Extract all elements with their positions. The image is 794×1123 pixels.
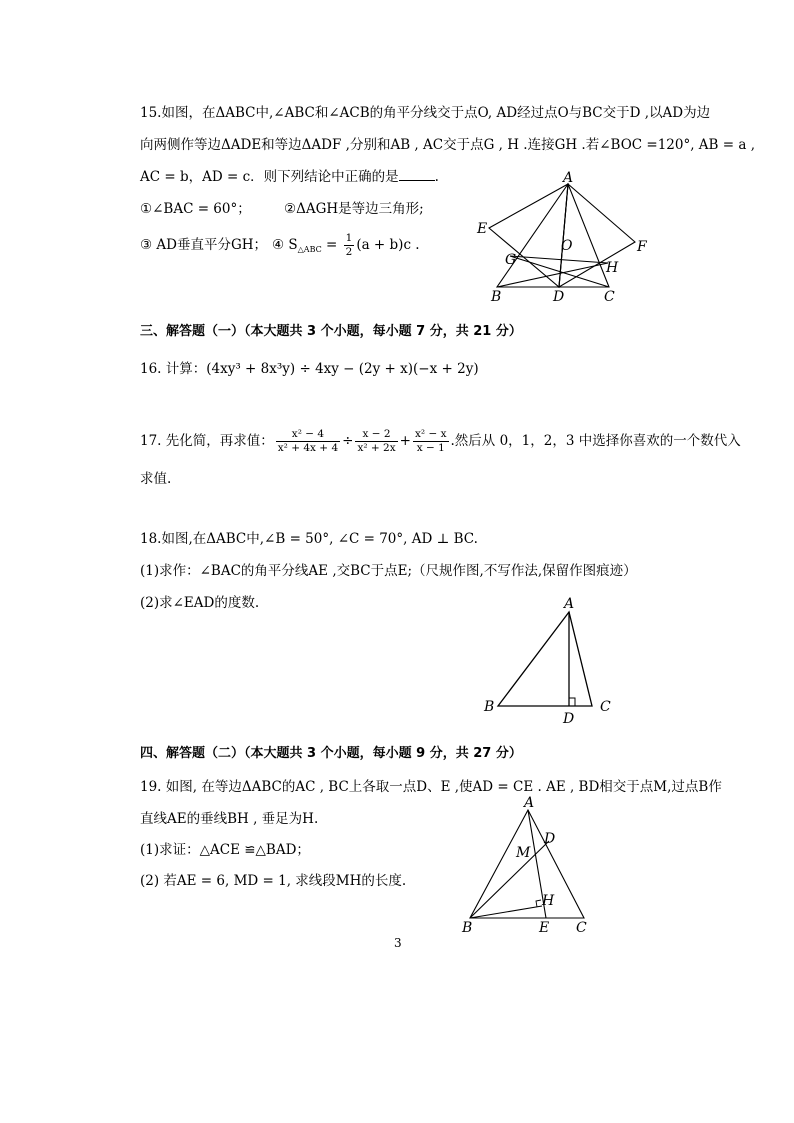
- label-g: G: [505, 252, 517, 268]
- label-h: H: [542, 893, 555, 909]
- q16-text: 16. 计算：(4xy³ + 8x³y) ÷ 4xy − (2y + x)(−x + 2y): [140, 361, 479, 377]
- q18-line2: (1)求作：∠BAC的角平分线AE ,交BC于点E;（尺规作图,不写作法,保留作图痕迹）: [140, 563, 637, 579]
- triangle-abc: [498, 612, 592, 706]
- frac-den: x² + 2x: [357, 442, 396, 454]
- q15-question-text: AC = b，AD = c．则下列结论中正确的是: [140, 169, 399, 185]
- label-d: D: [563, 711, 575, 727]
- q15-line3: [140, 168, 439, 186]
- q17-op-plus: +: [399, 433, 411, 449]
- q17-line2: 求值.: [140, 471, 172, 487]
- triangle-ade: [489, 184, 568, 287]
- frac-den: x² + 4x + 4: [277, 442, 339, 454]
- q19-line1: 19. 如图, 在等边ΔABC的AC , BC上各取一点D、E ,使AD = CE . AE , BD相交于点M,过点B作: [140, 779, 722, 795]
- q15-opt4-eq: =: [321, 237, 342, 253]
- q17-line1: [140, 426, 741, 456]
- label-b: B: [462, 920, 473, 936]
- q15-line1: 15.如图，在ΔABC中,∠ABC和∠ACB的角平分线交于点O, AD经过点O与BC交于D ,以AD为边: [140, 105, 711, 121]
- q15-option-2: ②ΔAGH是等边三角形;: [284, 201, 424, 217]
- label-b: B: [491, 289, 502, 305]
- label-d: D: [544, 831, 556, 847]
- label-a: A: [524, 795, 535, 811]
- label-m: M: [516, 845, 531, 861]
- q19-line4: (2) 若AE = 6, MD = 1, 求线段MH的长度.: [140, 873, 407, 889]
- frac-den: 2: [345, 246, 353, 258]
- q15-figure: [475, 170, 655, 305]
- q15-line3-end: .: [434, 169, 439, 185]
- label-e: E: [477, 221, 488, 237]
- right-angle-mark: [569, 698, 575, 706]
- q15-opt4-fraction: [344, 232, 355, 259]
- q15-opt4-rest: (a + b)c .: [356, 237, 420, 253]
- q17-prefix: 17. 先化简，再求值：: [140, 433, 274, 449]
- q18-line3: (2)求∠EAD的度数.: [140, 595, 260, 611]
- q15-opt4-prefix: ④ S: [272, 237, 298, 253]
- q15-option-1: ①∠BAC = 60°；: [140, 201, 251, 217]
- frac-num: 1: [345, 232, 353, 244]
- frac-num: x² − 4: [276, 428, 340, 442]
- q19-figure: [458, 794, 598, 939]
- q18-line1: 18.如图,在ΔABC中,∠B = 50°, ∠C = 70°, AD ⊥ BC.: [140, 531, 478, 547]
- label-c: C: [576, 920, 587, 936]
- q15-line2: 向两侧作等边ΔADE和等边ΔADF ,分别和AB , AC交于点G , H .连接GH .若∠BOC =120°, AB = a ,: [140, 137, 756, 153]
- q15-option-3: ③ AD垂直平分GH；: [140, 237, 268, 253]
- label-c: C: [600, 699, 611, 715]
- q17-suffix: .然后从 0，1，2，3 中选择你喜欢的一个数代入: [450, 433, 741, 449]
- q18-figure: [480, 592, 620, 727]
- q19-line2: 直线AE的垂线BH , 垂足为H.: [140, 811, 319, 827]
- q17-fraction-1: [276, 428, 340, 455]
- label-e: E: [539, 920, 550, 936]
- q15-option-4: [272, 232, 420, 259]
- frac-num: x − 2: [355, 428, 397, 442]
- answer-blank: [399, 168, 435, 181]
- label-c: C: [604, 289, 615, 305]
- section4-heading: 四、解答题（二）（本大题共 3 个小题，每小题 9 分，共 27 分）: [140, 746, 522, 761]
- section3-heading: 三、解答题（一）（本大题共 3 个小题，每小题 7 分，共 21 分）: [140, 324, 522, 339]
- q17-fraction-3: [413, 428, 449, 455]
- label-f: F: [637, 239, 647, 255]
- segment-gh: [510, 256, 608, 263]
- q15-opt4-sub: △ABC: [297, 245, 322, 254]
- q17-fraction-2: [355, 428, 397, 455]
- label-a: A: [564, 596, 575, 612]
- label-o: O: [561, 238, 573, 254]
- frac-den: x − 1: [416, 442, 445, 454]
- label-d: D: [553, 289, 565, 305]
- triangle-abc: [497, 184, 609, 287]
- q17-op-divide: ÷: [342, 433, 354, 449]
- frac-num: x² − x: [414, 428, 447, 440]
- label-h: H: [606, 260, 619, 276]
- page-number: 3: [394, 936, 402, 950]
- label-b: B: [484, 699, 495, 715]
- q19-line3: (1)求证：△ACE ≌△BAD；: [140, 842, 310, 858]
- label-a: A: [563, 170, 574, 186]
